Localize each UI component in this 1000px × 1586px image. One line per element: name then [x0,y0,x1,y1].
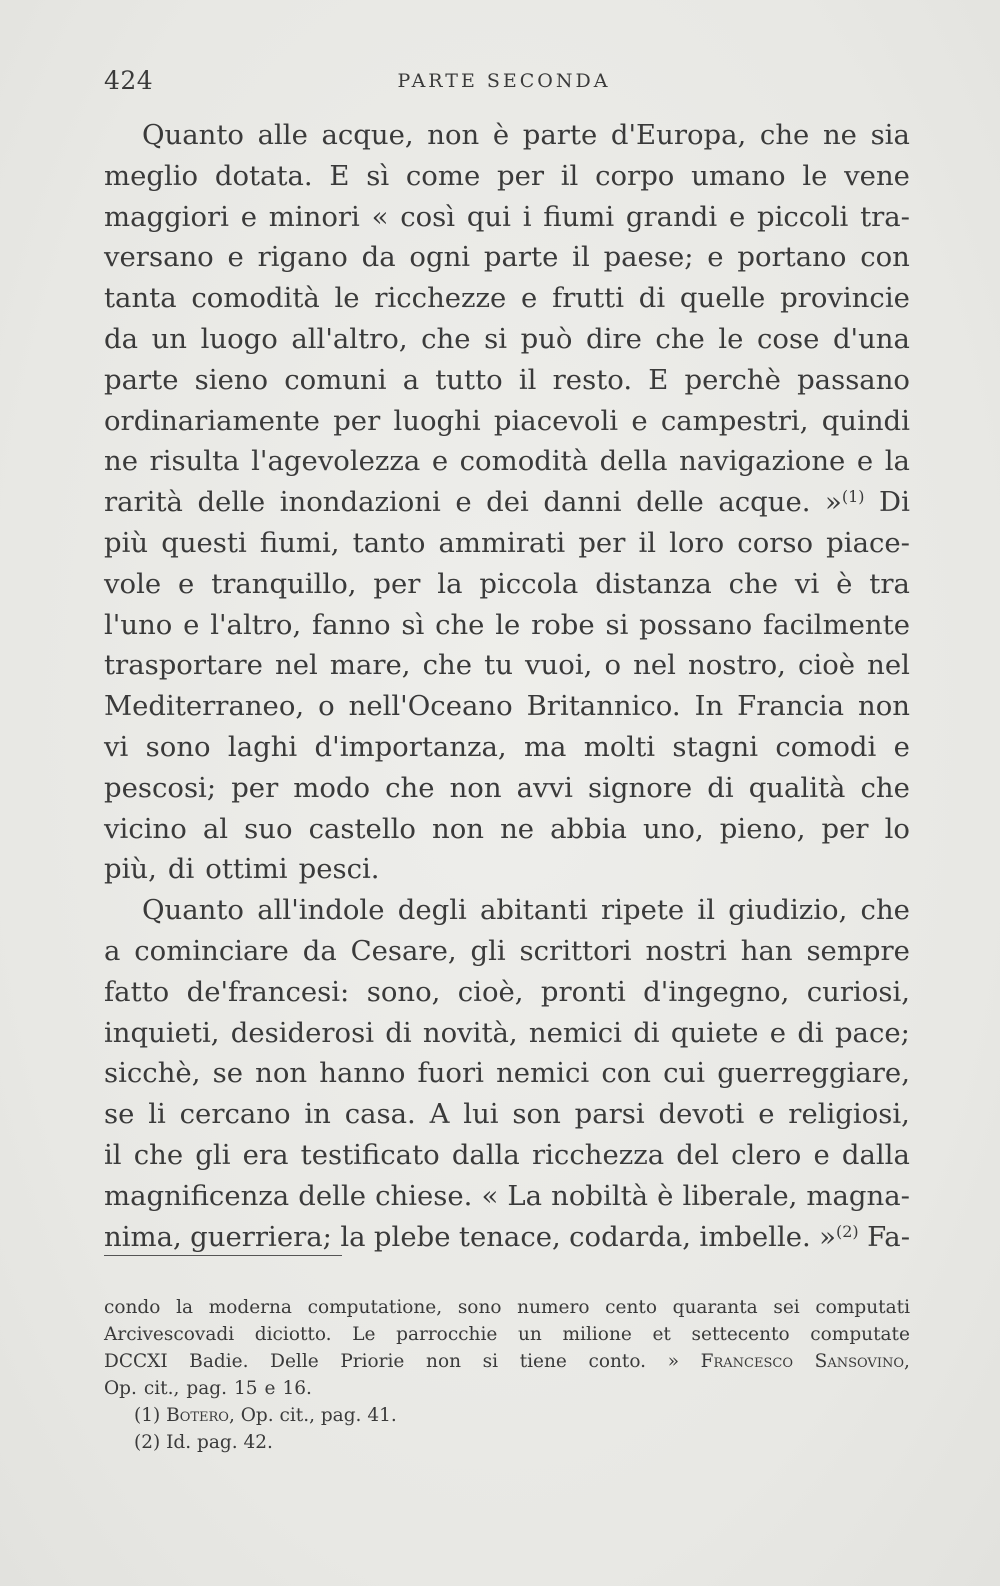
text-line: vi sono laghi d'importanza, ma molti stagni comodi e [104,730,910,763]
text-line: fatto de'francesi: sono, cioè, pronti d'ingegno, curiosi, [104,975,910,1008]
footnote-line: DCCXI Badie. Delle Priorie non si tiene conto. » Francesco Sansovino, [104,1351,910,1372]
footnote-rule [104,1255,342,1256]
text-line: ne risulta l'agevolezza e comodità della navigazione e la [104,445,910,478]
footnote-line: Op. cit., pag. 15 e 16. [104,1378,312,1399]
text-line: tanta comodità le ricchezze e frutti di quelle provincie [104,282,910,315]
footnote-list [104,1402,910,1456]
paragraph-1 [104,115,910,890]
text-line: magnificenza delle chiese. « La nobiltà è liberale, magna- [104,1179,910,1212]
running-head: PARTE SECONDA [397,70,611,92]
text-line: vole e tranquillo, per la piccola distanza che vi è tra [104,567,910,600]
footnote-line: condo la moderna computatione, sono numero cento quaranta sei computati [104,1297,910,1318]
text-line: inquieti, desiderosi di novità, nemici di quiete e di pace; [104,1016,910,1049]
text-line: versano e rigano da ogni parte il paese; e portano con [104,241,910,274]
text-line: il che gli era testificato dalla ricchezza del clero e dalla [104,1138,910,1171]
page-header [104,66,904,96]
text-line: se li cercano in casa. A lui son parsi devoti e religiosi, [104,1098,910,1131]
text-line: vicino al suo castello non ne abbia uno, pieno, per lo [104,812,910,845]
text-line: meglio dotata. E sì come per il corpo umano le vene [104,159,910,192]
footnote-1: (1) Botero, Op. cit., pag. 41. [134,1405,397,1426]
text-line: a cominciare da Cesare, gli scrittori nostri han sempre [104,934,910,967]
text-line: pescosi; per modo che non avvi signore di qualità che [104,771,910,804]
text-line: maggiori e minori « così qui i fiumi grandi e piccoli tra- [104,200,910,233]
text-line: rarità delle inondazioni e dei danni delle acque. »$^{(1)}$ Di [104,486,910,519]
footnote-continuation [104,1294,910,1402]
text-line: parte sieno comuni a tutto il resto. E perchè passano [104,363,910,396]
text-line: ordinariamente per luoghi piacevoli e campestri, quindi [104,404,910,437]
text-line: sicchè, se non hanno fuori nemici con cui guerreggiare, [104,1057,910,1090]
text-line: trasportare nel mare, che tu vuoi, o nel nostro, cioè nel [104,649,910,682]
footnote-2: (2) Id. pag. 42. [134,1432,273,1453]
text-line: Quanto alle acque, non è parte d'Europa, che ne sia [142,119,910,151]
body-text [104,115,910,1257]
text-line: più, di ottimi pesci. [104,853,380,886]
paragraph-2 [104,890,910,1257]
text-line: nima, guerriera; la plebe tenace, codarda, imbelle. »$^{(2)}$ Fa- [104,1220,910,1253]
footnotes [104,1294,910,1456]
text-line: Quanto all'indole degli abitanti ripete il giudizio, che [142,894,910,927]
text-line: più questi fiumi, tanto ammirati per il loro corso piace- [104,526,910,559]
footnote-line: Arcivescovadi diciotto. Le parrocchie un milione et settecento computate [104,1324,910,1345]
text-line: da un luogo all'altro, che si può dire che le cose d'una [104,322,910,355]
page-number: 424 [104,66,154,95]
text-line: l'uno e l'altro, fanno sì che le robe si possano facilmente [104,608,910,641]
text-line: Mediterraneo, o nell'Oceano Britannico. In Francia non [104,690,910,723]
